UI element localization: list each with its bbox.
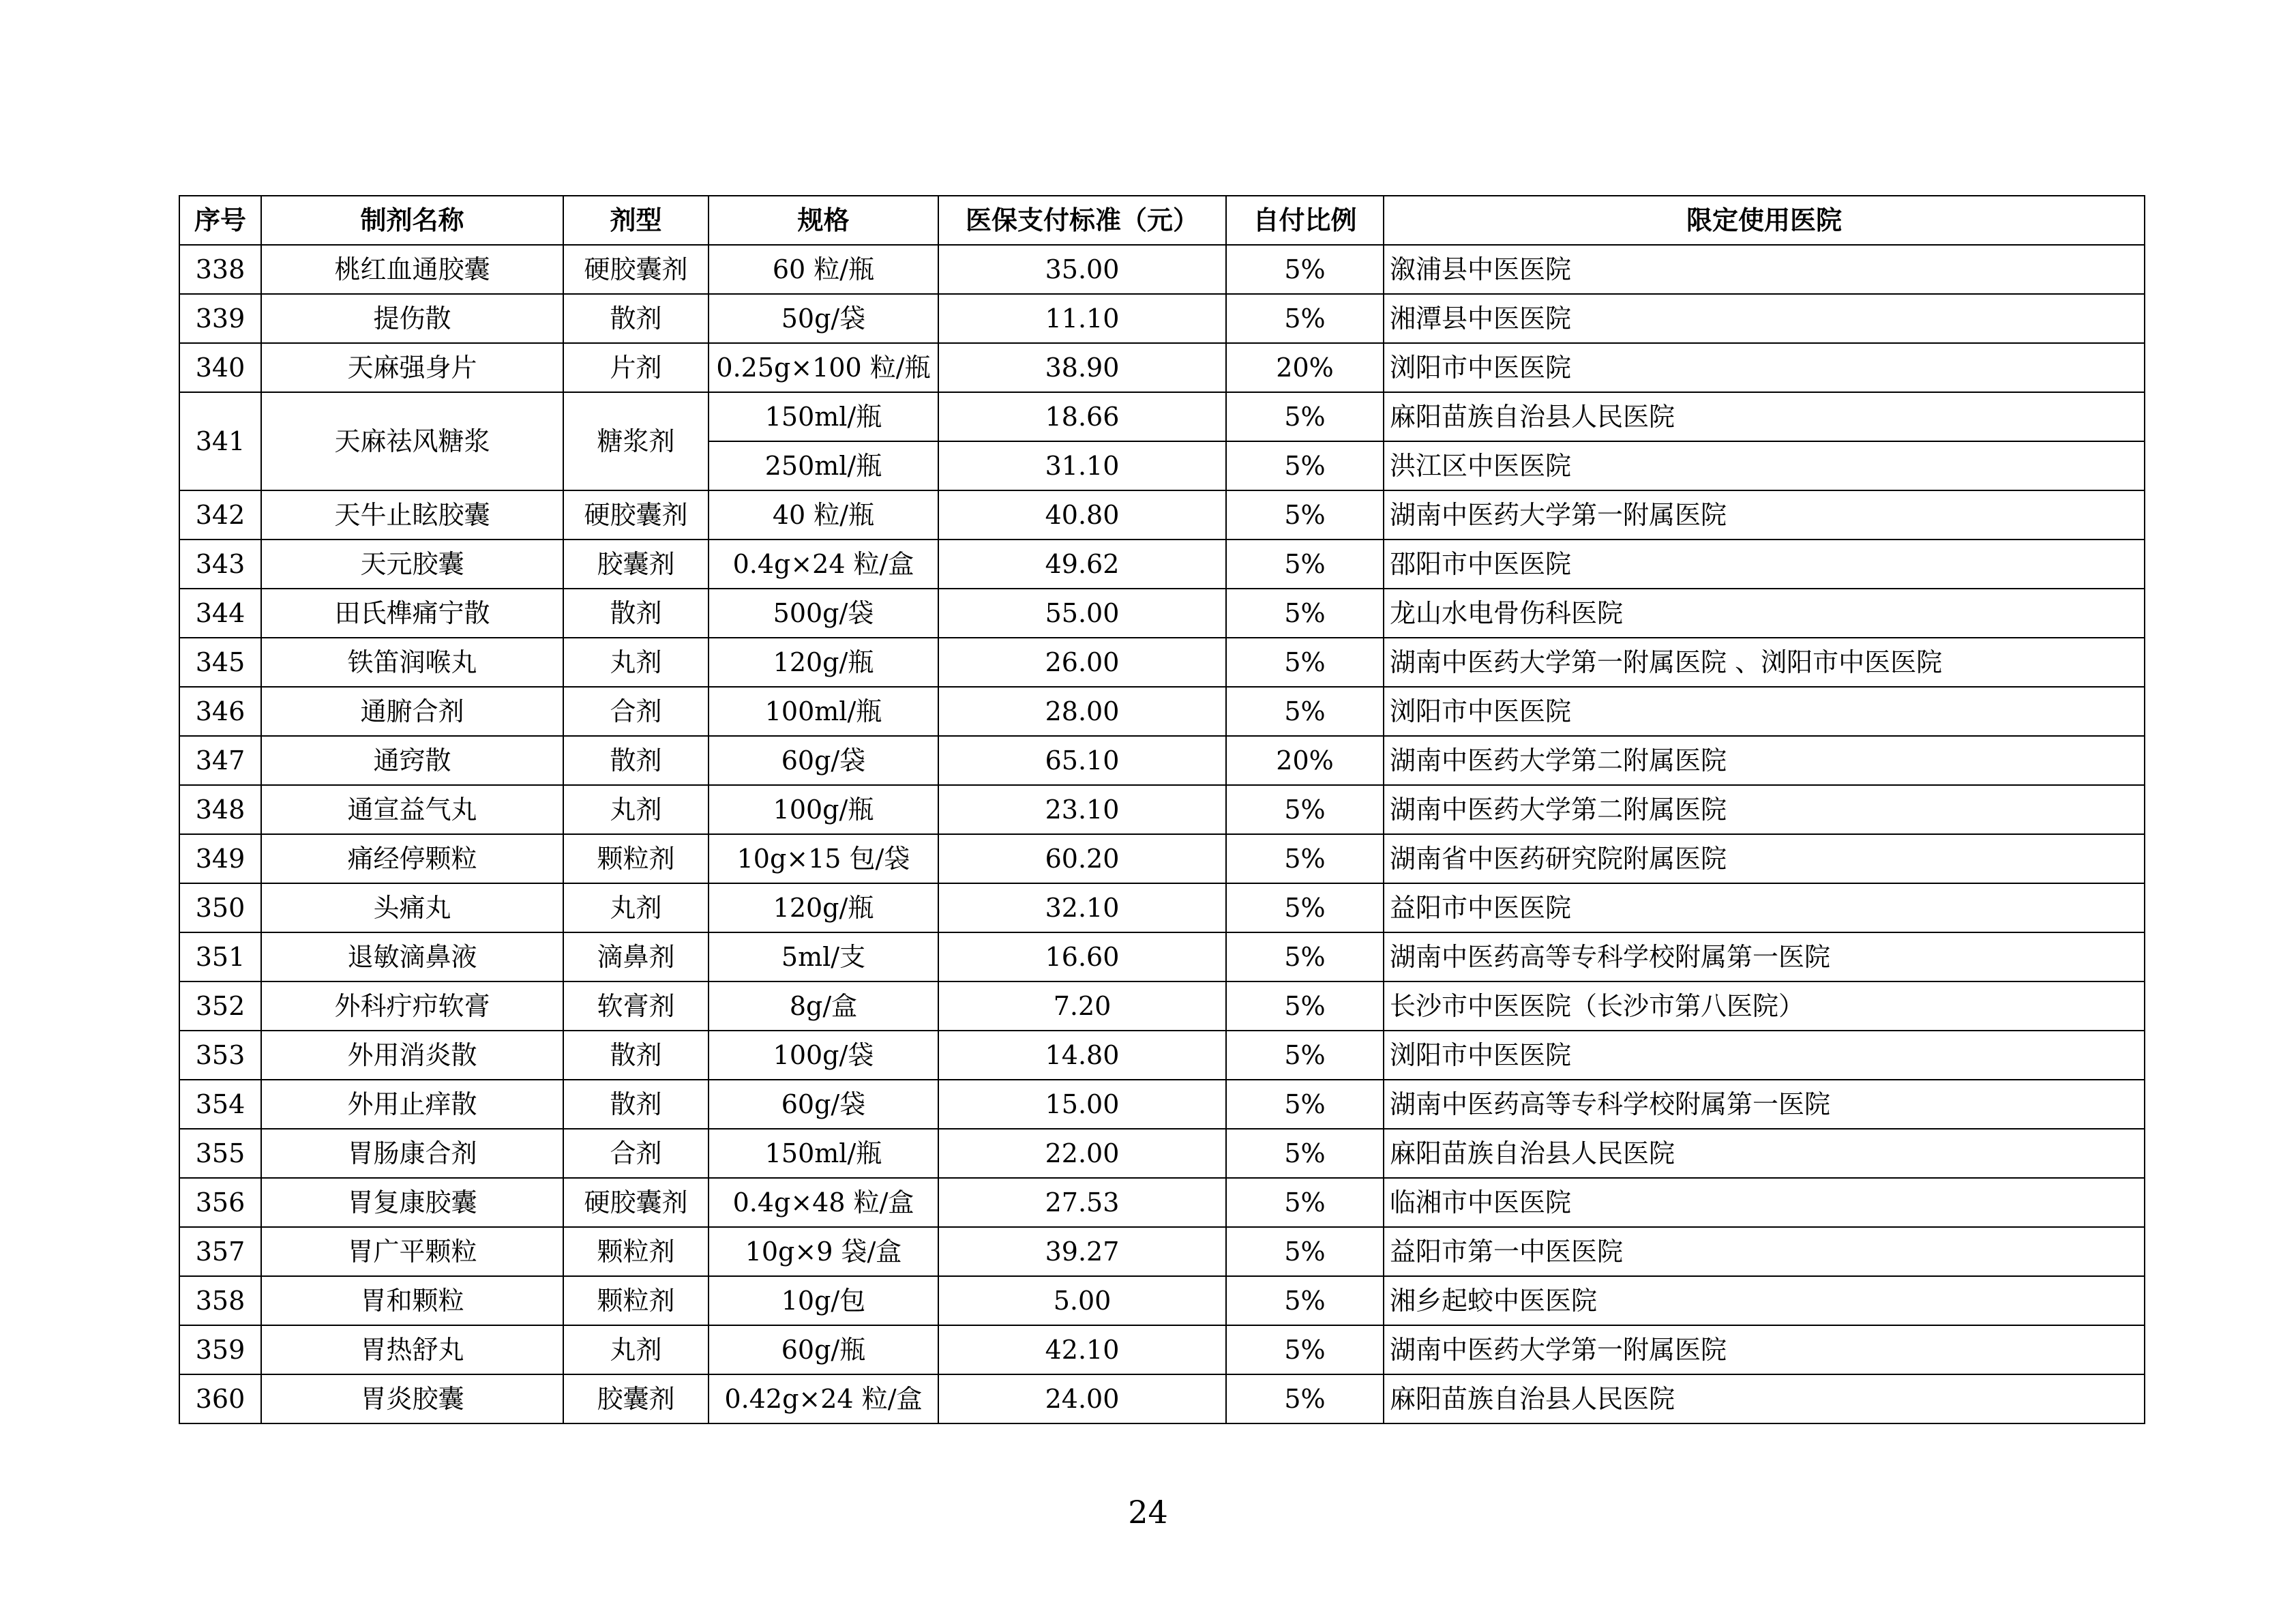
table-row	[179, 981, 2145, 1031]
cell-dosage-form: 散剂	[563, 589, 709, 638]
cell-payment-standard: 27.53	[938, 1178, 1226, 1227]
table-row	[179, 1227, 2145, 1276]
cell-self-pay-ratio: 5%	[1226, 1276, 1384, 1325]
cell-payment-standard: 14.80	[938, 1031, 1226, 1080]
cell-self-pay-ratio: 5%	[1226, 1374, 1384, 1423]
table-row	[179, 834, 2145, 883]
cell-serial-no: 351	[179, 932, 261, 981]
cell-specification: 10g×9 袋/盒	[709, 1227, 938, 1276]
table-row	[179, 245, 2145, 294]
table-row	[179, 294, 2145, 343]
cell-dosage-form: 丸剂	[563, 638, 709, 687]
cell-payment-standard: 7.20	[938, 981, 1226, 1031]
table-row	[179, 1178, 2145, 1227]
table-row	[179, 1325, 2145, 1374]
cell-self-pay-ratio: 5%	[1226, 1080, 1384, 1129]
cell-dosage-form: 片剂	[563, 343, 709, 392]
cell-payment-standard: 15.00	[938, 1080, 1226, 1129]
cell-specification: 100ml/瓶	[709, 687, 938, 736]
header-payment-standard: 医保支付标准（元）	[938, 196, 1226, 245]
cell-designated-hospital: 湖南中医药大学第二附属医院	[1384, 785, 2145, 834]
cell-dosage-form: 硬胶囊剂	[563, 490, 709, 540]
cell-serial-no: 342	[179, 490, 261, 540]
cell-designated-hospital: 浏阳市中医医院	[1384, 343, 2145, 392]
cell-preparation-name: 通腑合剂	[261, 687, 563, 736]
header-self-pay-ratio: 自付比例	[1226, 196, 1384, 245]
cell-self-pay-ratio: 5%	[1226, 687, 1384, 736]
cell-preparation-name: 通窍散	[261, 736, 563, 785]
cell-designated-hospital: 益阳市第一中医医院	[1384, 1227, 2145, 1276]
cell-preparation-name: 田氏榫痛宁散	[261, 589, 563, 638]
table-row	[179, 687, 2145, 736]
cell-serial-no: 338	[179, 245, 261, 294]
header-serial-no: 序号	[179, 196, 261, 245]
cell-dosage-form: 散剂	[563, 1031, 709, 1080]
cell-dosage-form: 硬胶囊剂	[563, 1178, 709, 1227]
cell-preparation-name: 外用消炎散	[261, 1031, 563, 1080]
table-row	[179, 589, 2145, 638]
cell-designated-hospital: 浏阳市中医医院	[1384, 687, 2145, 736]
cell-serial-no: 348	[179, 785, 261, 834]
cell-self-pay-ratio: 5%	[1226, 540, 1384, 589]
cell-designated-hospital: 湖南中医药大学第一附属医院	[1384, 490, 2145, 540]
cell-specification: 120g/瓶	[709, 638, 938, 687]
cell-designated-hospital: 溆浦县中医医院	[1384, 245, 2145, 294]
table-row	[179, 736, 2145, 785]
cell-dosage-form: 合剂	[563, 687, 709, 736]
cell-payment-standard: 55.00	[938, 589, 1226, 638]
cell-preparation-name: 天麻祛风糖浆	[261, 392, 563, 490]
cell-specification: 60g/袋	[709, 736, 938, 785]
cell-self-pay-ratio: 5%	[1226, 1227, 1384, 1276]
cell-specification: 0.42g×24 粒/盒	[709, 1374, 938, 1423]
cell-designated-hospital: 龙山水电骨伤科医院	[1384, 589, 2145, 638]
cell-self-pay-ratio: 5%	[1226, 1178, 1384, 1227]
cell-serial-no: 354	[179, 1080, 261, 1129]
cell-preparation-name: 天麻强身片	[261, 343, 563, 392]
header-designated-hospital: 限定使用医院	[1384, 196, 2145, 245]
cell-specification: 10g×15 包/袋	[709, 834, 938, 883]
cell-serial-no: 345	[179, 638, 261, 687]
cell-payment-standard: 5.00	[938, 1276, 1226, 1325]
cell-payment-standard: 35.00	[938, 245, 1226, 294]
cell-self-pay-ratio: 5%	[1226, 441, 1384, 490]
cell-payment-standard: 39.27	[938, 1227, 1226, 1276]
cell-designated-hospital: 湖南中医药大学第一附属医院	[1384, 1325, 2145, 1374]
cell-serial-no: 359	[179, 1325, 261, 1374]
table-row	[179, 540, 2145, 589]
table-header-row	[179, 196, 2145, 245]
cell-dosage-form: 丸剂	[563, 1325, 709, 1374]
cell-preparation-name: 胃炎胶囊	[261, 1374, 563, 1423]
table-row	[179, 932, 2145, 981]
cell-designated-hospital: 临湘市中医医院	[1384, 1178, 2145, 1227]
cell-self-pay-ratio: 20%	[1226, 343, 1384, 392]
cell-serial-no: 341	[179, 392, 261, 490]
cell-serial-no: 343	[179, 540, 261, 589]
cell-preparation-name: 胃热舒丸	[261, 1325, 563, 1374]
cell-specification: 100g/袋	[709, 1031, 938, 1080]
cell-specification: 500g/袋	[709, 589, 938, 638]
cell-self-pay-ratio: 5%	[1226, 785, 1384, 834]
cell-designated-hospital: 湖南中医药高等专科学校附属第一医院	[1384, 932, 2145, 981]
table-body	[179, 245, 2145, 1423]
header-specification: 规格	[709, 196, 938, 245]
table-row	[179, 883, 2145, 932]
cell-specification: 50g/袋	[709, 294, 938, 343]
cell-self-pay-ratio: 5%	[1226, 932, 1384, 981]
cell-designated-hospital: 洪江区中医医院	[1384, 441, 2145, 490]
cell-designated-hospital: 浏阳市中医医院	[1384, 1031, 2145, 1080]
cell-serial-no: 353	[179, 1031, 261, 1080]
cell-serial-no: 358	[179, 1276, 261, 1325]
cell-serial-no: 346	[179, 687, 261, 736]
cell-specification: 150ml/瓶	[709, 1129, 938, 1178]
cell-payment-standard: 28.00	[938, 687, 1226, 736]
cell-dosage-form: 颗粒剂	[563, 1227, 709, 1276]
cell-payment-standard: 11.10	[938, 294, 1226, 343]
cell-preparation-name: 通宣益气丸	[261, 785, 563, 834]
cell-specification: 60g/瓶	[709, 1325, 938, 1374]
cell-payment-standard: 31.10	[938, 441, 1226, 490]
cell-dosage-form: 糖浆剂	[563, 392, 709, 490]
cell-payment-standard: 42.10	[938, 1325, 1226, 1374]
cell-self-pay-ratio: 5%	[1226, 883, 1384, 932]
cell-designated-hospital: 湖南中医药大学第二附属医院	[1384, 736, 2145, 785]
cell-dosage-form: 颗粒剂	[563, 1276, 709, 1325]
cell-preparation-name: 胃复康胶囊	[261, 1178, 563, 1227]
table-row	[179, 392, 2145, 441]
header-dosage-form: 剂型	[563, 196, 709, 245]
cell-serial-no: 357	[179, 1227, 261, 1276]
cell-designated-hospital: 麻阳苗族自治县人民医院	[1384, 1374, 2145, 1423]
cell-serial-no: 355	[179, 1129, 261, 1178]
cell-specification: 250ml/瓶	[709, 441, 938, 490]
cell-payment-standard: 60.20	[938, 834, 1226, 883]
cell-specification: 120g/瓶	[709, 883, 938, 932]
cell-serial-no: 352	[179, 981, 261, 1031]
cell-preparation-name: 天元胶囊	[261, 540, 563, 589]
cell-serial-no: 350	[179, 883, 261, 932]
cell-dosage-form: 颗粒剂	[563, 834, 709, 883]
cell-designated-hospital: 湖南中医药大学第一附属医院 、浏阳市中医医院	[1384, 638, 2145, 687]
cell-payment-standard: 18.66	[938, 392, 1226, 441]
cell-self-pay-ratio: 5%	[1226, 392, 1384, 441]
cell-dosage-form: 硬胶囊剂	[563, 245, 709, 294]
table-row	[179, 1080, 2145, 1129]
cell-specification: 10g/包	[709, 1276, 938, 1325]
cell-self-pay-ratio: 5%	[1226, 245, 1384, 294]
cell-specification: 5ml/支	[709, 932, 938, 981]
preparation-table	[179, 195, 2145, 1424]
cell-designated-hospital: 湘潭县中医医院	[1384, 294, 2145, 343]
table-row	[179, 638, 2145, 687]
cell-designated-hospital: 麻阳苗族自治县人民医院	[1384, 392, 2145, 441]
cell-designated-hospital: 湖南省中医药研究院附属医院	[1384, 834, 2145, 883]
cell-dosage-form: 散剂	[563, 736, 709, 785]
cell-self-pay-ratio: 5%	[1226, 1129, 1384, 1178]
cell-preparation-name: 天牛止眩胶囊	[261, 490, 563, 540]
cell-specification: 60 粒/瓶	[709, 245, 938, 294]
table-row	[179, 1129, 2145, 1178]
cell-payment-standard: 32.10	[938, 883, 1226, 932]
cell-dosage-form: 丸剂	[563, 785, 709, 834]
cell-designated-hospital: 湘乡起蛟中医医院	[1384, 1276, 2145, 1325]
cell-self-pay-ratio: 20%	[1226, 736, 1384, 785]
cell-specification: 0.25g×100 粒/瓶	[709, 343, 938, 392]
cell-payment-standard: 24.00	[938, 1374, 1226, 1423]
cell-payment-standard: 16.60	[938, 932, 1226, 981]
cell-preparation-name: 胃肠康合剂	[261, 1129, 563, 1178]
cell-serial-no: 347	[179, 736, 261, 785]
cell-self-pay-ratio: 5%	[1226, 638, 1384, 687]
cell-self-pay-ratio: 5%	[1226, 1325, 1384, 1374]
cell-serial-no: 344	[179, 589, 261, 638]
cell-designated-hospital: 益阳市中医医院	[1384, 883, 2145, 932]
cell-self-pay-ratio: 5%	[1226, 589, 1384, 638]
cell-specification: 8g/盒	[709, 981, 938, 1031]
cell-dosage-form: 滴鼻剂	[563, 932, 709, 981]
cell-self-pay-ratio: 5%	[1226, 1031, 1384, 1080]
cell-serial-no: 356	[179, 1178, 261, 1227]
cell-payment-standard: 65.10	[938, 736, 1226, 785]
cell-preparation-name: 头痛丸	[261, 883, 563, 932]
table-row	[179, 490, 2145, 540]
cell-payment-standard: 40.80	[938, 490, 1226, 540]
cell-payment-standard: 38.90	[938, 343, 1226, 392]
table-row	[179, 1031, 2145, 1080]
cell-specification: 0.4g×24 粒/盒	[709, 540, 938, 589]
cell-preparation-name: 退敏滴鼻液	[261, 932, 563, 981]
cell-payment-standard: 23.10	[938, 785, 1226, 834]
cell-self-pay-ratio: 5%	[1226, 490, 1384, 540]
cell-preparation-name: 外用止痒散	[261, 1080, 563, 1129]
cell-preparation-name: 铁笛润喉丸	[261, 638, 563, 687]
cell-dosage-form: 散剂	[563, 1080, 709, 1129]
cell-preparation-name: 外科疔疖软膏	[261, 981, 563, 1031]
cell-designated-hospital: 麻阳苗族自治县人民医院	[1384, 1129, 2145, 1178]
cell-specification: 60g/袋	[709, 1080, 938, 1129]
header-preparation-name: 制剂名称	[261, 196, 563, 245]
cell-serial-no: 349	[179, 834, 261, 883]
cell-serial-no: 360	[179, 1374, 261, 1423]
table-row	[179, 1276, 2145, 1325]
cell-designated-hospital: 邵阳市中医医院	[1384, 540, 2145, 589]
cell-preparation-name: 桃红血通胶囊	[261, 245, 563, 294]
cell-specification: 40 粒/瓶	[709, 490, 938, 540]
table-row	[179, 1374, 2145, 1423]
cell-serial-no: 339	[179, 294, 261, 343]
cell-dosage-form: 软膏剂	[563, 981, 709, 1031]
cell-payment-standard: 26.00	[938, 638, 1226, 687]
cell-serial-no: 340	[179, 343, 261, 392]
cell-specification: 150ml/瓶	[709, 392, 938, 441]
cell-payment-standard: 22.00	[938, 1129, 1226, 1178]
cell-self-pay-ratio: 5%	[1226, 294, 1384, 343]
cell-preparation-name: 提伤散	[261, 294, 563, 343]
cell-dosage-form: 散剂	[563, 294, 709, 343]
cell-preparation-name: 胃广平颗粒	[261, 1227, 563, 1276]
cell-dosage-form: 合剂	[563, 1129, 709, 1178]
cell-preparation-name: 痛经停颗粒	[261, 834, 563, 883]
table-row	[179, 785, 2145, 834]
cell-dosage-form: 胶囊剂	[563, 540, 709, 589]
cell-preparation-name: 胃和颗粒	[261, 1276, 563, 1325]
table-row	[179, 343, 2145, 392]
cell-designated-hospital: 长沙市中医医院（长沙市第八医院）	[1384, 981, 2145, 1031]
page-number: 24	[1128, 1494, 1168, 1531]
cell-specification: 100g/瓶	[709, 785, 938, 834]
cell-dosage-form: 胶囊剂	[563, 1374, 709, 1423]
cell-payment-standard: 49.62	[938, 540, 1226, 589]
cell-self-pay-ratio: 5%	[1226, 981, 1384, 1031]
cell-self-pay-ratio: 5%	[1226, 834, 1384, 883]
cell-specification: 0.4g×48 粒/盒	[709, 1178, 938, 1227]
cell-designated-hospital: 湖南中医药高等专科学校附属第一医院	[1384, 1080, 2145, 1129]
cell-dosage-form: 丸剂	[563, 883, 709, 932]
